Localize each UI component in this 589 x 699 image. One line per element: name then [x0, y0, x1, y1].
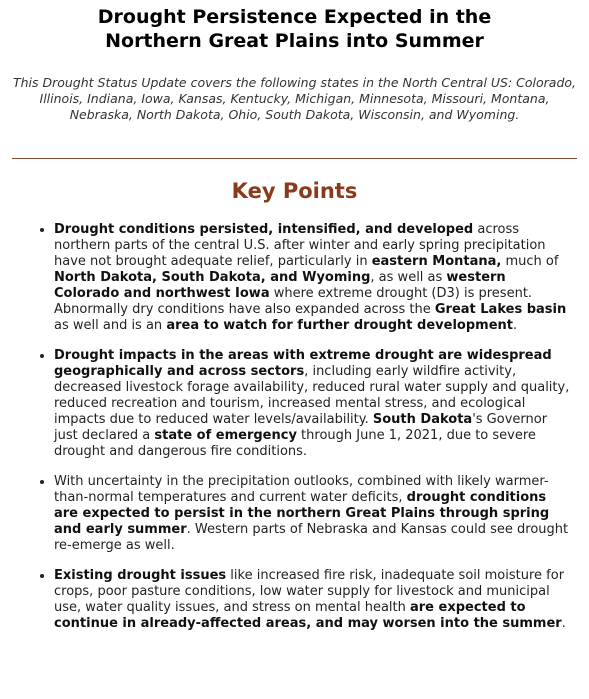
bold-text: North Dakota, South Dakota, and Wyoming: [54, 270, 371, 285]
page-title-line-2: Northern Great Plains into Summer: [105, 30, 484, 52]
bold-text: Great Lakes basin: [434, 302, 567, 317]
bold-text: eastern Montana,: [371, 254, 502, 269]
key-point-3: [54, 474, 574, 554]
bold-text: western Colorado and northwest Iowa: [54, 270, 506, 301]
divider: [12, 158, 577, 159]
body-text: through June 1, 2021, due to severe drought and dangerous fire conditions.: [54, 428, 536, 459]
key-points-list: [34, 222, 574, 646]
bold-text: Drought impacts in the areas with extreme drought are widespread geographically and across sectors: [54, 348, 552, 379]
bold-text: state of emergency: [154, 428, 297, 443]
body-text: , including early wildfire activity, decreased livestock forage availability, reduced rural water supply and quality, reduced recreation and tourism, increased mental stress, and ecological impacts due to reduced water levels/availability.: [54, 364, 570, 427]
body-text: With uncertainty in the precipitation outlooks, combined with likely warmer-than-normal temperatures and current water deficits,: [54, 474, 549, 505]
bold-text: South Dakota: [372, 412, 473, 427]
bold-text: area to watch for further drought development: [166, 318, 513, 333]
body-text: across northern parts of the central U.S. after winter and early spring precipitation have not brought adequate relief, particularly in: [54, 222, 546, 269]
body-text: like increased fire risk, inadequate soil moisture for crops, poor pasture conditions, low water supply for livestock and municipal use, water quality issues, and stress on mental health: [54, 568, 565, 615]
bold-text: Existing drought issues: [54, 568, 227, 583]
key-point-2: [54, 348, 574, 460]
bold-text: drought conditions are expected to persist in the northern Great Plains through spring and early summer: [54, 490, 550, 537]
body-text: .: [561, 616, 566, 631]
body-text: as well and is an: [54, 318, 167, 333]
page-title: [12, 5, 577, 53]
body-text: .: [512, 318, 518, 333]
page-title-line-1: Drought Persistence Expected in the: [97, 6, 492, 28]
key-points-heading: Key Points: [231, 179, 358, 203]
intro-text: This Drought Status Update covers the following states in the North Central US: Colorado, Illinois, Indiana, Iowa, Kansas, Kentucky, Michigan, Minnesota, Missouri, Montana, Nebraska, North Dakota, Ohio, South Dakota, Wisconsin, and Wyoming.: [12, 75, 577, 122]
body-text: 's Governor just declared a: [54, 412, 548, 443]
body-text: where extreme drought (D3) is present. Abnormally dry conditions have also expanded across the: [54, 286, 533, 317]
key-point-1: [54, 222, 574, 334]
bold-text: Drought conditions persisted, intensified, and developed: [54, 222, 474, 237]
body-text: much of: [501, 254, 559, 269]
key-point-4: [54, 568, 574, 632]
body-text: . Western parts of Nebraska and Kansas could see drought re-emerge as well.: [54, 522, 569, 553]
body-text: , as well as: [370, 270, 447, 285]
bold-text: are expected to continue in already-affected areas, and may worsen into the summer: [54, 600, 562, 631]
